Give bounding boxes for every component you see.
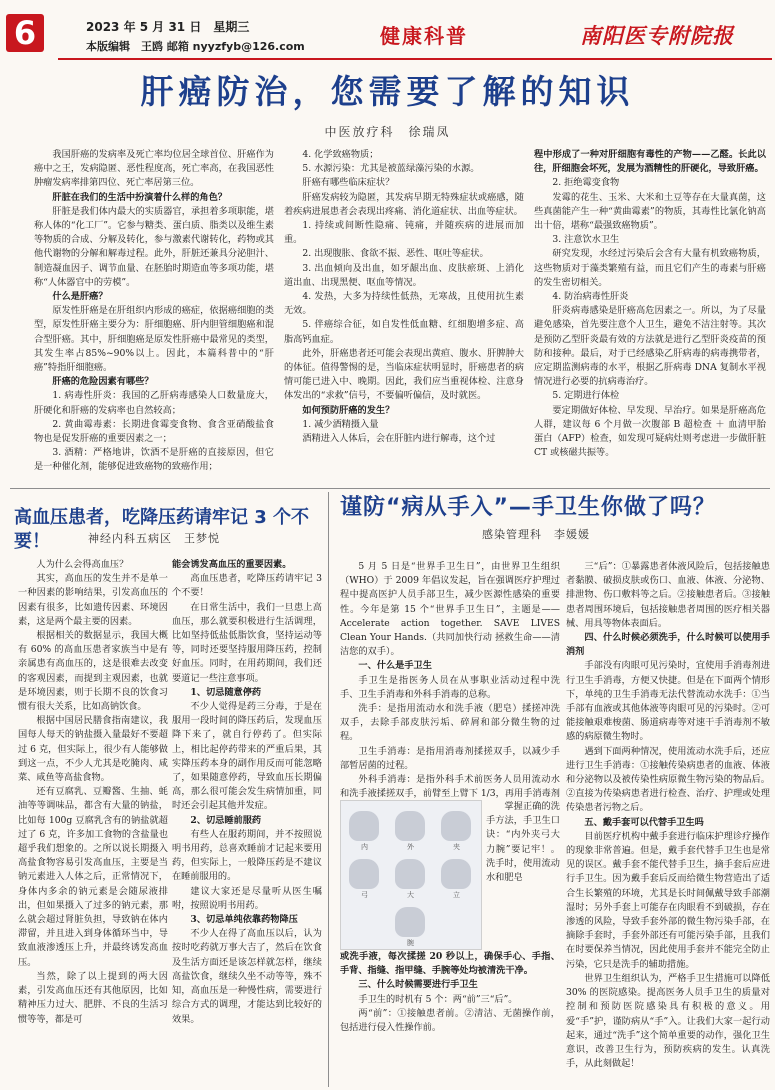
article1-column-1 bbox=[34, 148, 274, 478]
paragraph: 要定期做好体检、早发现、早治疗。如果是肝癌高危人群，建议每 6 个月做一次腹部 B 超检查 ＋ 血清甲胎蛋白（AFP）检查，如发现可疑病灶则考虑进一步做肝脏 CT 或核磁共振等。 bbox=[534, 404, 766, 459]
article2-title: 高血压患者，吃降压药请牢记 3 个不要！ bbox=[14, 507, 310, 552]
paragraph: 如何预防肝癌的发生？ bbox=[302, 404, 395, 416]
article1-byline: 中医放疗科 徐瑞凤 bbox=[324, 125, 451, 139]
paragraph: 此外，肝癌患者还可能会表现出黄疸、腹水、肝脾肿大的体征。值得警惕的是，当临床症状明显时，肝癌患者的病情可能已进入中、晚期。因此，我们应当重视体检、注意身体发出的“求救”信号，不要偏听偏信，及时就医。 bbox=[284, 347, 524, 402]
paragraph: 4. 化学致癌物质； bbox=[302, 149, 379, 160]
paragraph: 肝炎病毒感染是肝癌高危因素之一。所以，为了尽量避免感染，首先要注意个人卫生，避免不洁注射等。其次是预防乙型肝炎最有效的方法就是进行乙型肝炎疫苗的预防和接种。最后，对于已经感染乙肝病毒的病毒携带者，应定期监测病毒的水平，根据乙肝病毒 DNA 复制水平视情况进行必要的抗病毒治疗。 bbox=[534, 305, 766, 388]
paragraph: 外科手消毒：是指外科手术前医务人员用流动水和洗手液揉搓双手，前臂至上臂下 1/3，再用手消毒剂 bbox=[340, 774, 560, 800]
column-divider bbox=[328, 492, 329, 1087]
hand-step-label: 内 bbox=[361, 843, 368, 851]
issue-date: 2023 年 5 月 31 日 星期三 bbox=[86, 20, 250, 34]
paragraph: 世界卫生组织认为，严格手卫生措施可以降低 30% 的医院感染。提高医务人员手卫生的质量对控制和预防医院感染具有积极的意义。用爱“手”护，谨防病从“手”入。让我们大家一起行动起来，通过“洗手”这个简单重要的动作，强化卫生意识，改善卫生行为，预防疾病的发生。认真洗手，从此刻做起！ bbox=[566, 972, 770, 1070]
hand-icon bbox=[395, 859, 425, 889]
hand-icon bbox=[395, 811, 425, 841]
paragraph: 程中形成了一种对肝细胞有毒性的产物——乙醛。长此以往，肝细胞会坏死，发展为酒精性的肝硬化，导致肝癌。 bbox=[534, 149, 766, 175]
paragraph: 根据相关的数据显示，我国大概有 60% 的高血压患者家族当中是有亲属患有高血压的，这是很难去改变的客观因素，而提到主观因素，也就是环境因素，则于长期不良的饮食习惯有很大关系，比如高钠饮食。 bbox=[18, 630, 168, 713]
paragraph: 能会诱发高血压的重要因素。 bbox=[172, 559, 292, 570]
paragraph: 2、切忌睡前服药 bbox=[190, 814, 262, 826]
paragraph: 3. 酒精：严格地讲，饮酒不是肝癌的直接原因，但它是一种催化剂，能够促进致癌物的致癌作用； bbox=[34, 447, 274, 473]
paragraph: 肝癌的危险因素有哪些？ bbox=[52, 376, 154, 388]
paragraph: 根据中国居民膳食指南建议，我国每人每天的钠盐摄入量最好不要超过 6 克，但实际上，很少有人能够做到这一点，不少人尤其是吃腌肉、咸菜、咸鱼等高盐食物。 bbox=[18, 715, 168, 784]
paragraph: 研究发现，水经过污染后会含有大量有机致癌物质，这些物质对于藻类繁殖有益，而且它们产生的毒素与肝癌的发生密切相关。 bbox=[534, 248, 766, 288]
hand-icon bbox=[441, 859, 471, 889]
paragraph: 2. 黄曲霉毒素：长期进食霉变食物、食含亚硝酸盐食物也是促发肝癌的重要因素之一； bbox=[34, 418, 274, 445]
article3-column-1 bbox=[340, 560, 560, 800]
paragraph: 1. 病毒性肝炎：我国的乙肝病毒感染人口数量庞大，肝硬化和肝癌的发病率也自然较高； bbox=[34, 390, 274, 416]
hand-step-label: 腕 bbox=[407, 939, 414, 947]
article1-title: 肝癌防治，您需要了解的知识 bbox=[140, 72, 635, 111]
paragraph: 三“后”：①暴露患者体液风险后，包括接触患者黏膜、破损皮肤或伤口、血液、体液、分泌物、排泄物、伤口敷料等之后。②接触患者后。③接触患者周围环境后，包括接触患者周围的医疗相关器械、用具等物体表面后。 bbox=[566, 561, 770, 629]
paragraph: 原发性肝癌是在肝组织内形成的癌症，依据癌细胞的类型，原发性肝癌主要分为：肝细胞癌、肝内胆管细胞癌和混合型肝癌。其中，肝细胞癌是原发性肝癌中最常见的类型，其发生率占85%~90%以上。因此，本篇科普中的“肝癌”特指肝细胞癌。 bbox=[34, 305, 274, 374]
article1-column-3 bbox=[534, 148, 766, 478]
paragraph: 四、什么时候必须洗手，什么时候可以使用手消剂 bbox=[566, 632, 770, 658]
paragraph: 3. 出血倾向及出血，如牙龈出血、皮肤瘀斑、上消化道出血、出现黑便、呕血等情况。 bbox=[284, 262, 524, 288]
hand-step-label: 立 bbox=[453, 891, 460, 899]
masthead bbox=[0, 0, 775, 62]
paragraph: 发霉的花生、玉米、大米和土豆等存在大量真菌，这些真菌能产生一种“黄曲霉素”的物质，其毒性比氯化钠高出十倍，堪称“最强致癌物质”。 bbox=[534, 191, 766, 232]
handwashing-illustration bbox=[340, 800, 482, 950]
paragraph: 2. 拒绝霉变食物 bbox=[552, 177, 620, 189]
hand-icon bbox=[349, 811, 379, 841]
paragraph: 一、什么是手卫生 bbox=[358, 660, 432, 672]
paragraph: 手卫生的时机有 5 个：两“前”三“后”。 bbox=[358, 993, 518, 1005]
paragraph: 手部没有肉眼可见污染时，宜使用手消毒剂进行卫生手消毒，方便又快捷。但是在下面两个情形下，单纯的卫生手消毒无法代替流动水洗手：①当手部有血液或其他体液等肉眼可见的污染时。②可能接触艰难梭菌、肠道病毒等对速干手消毒剂不敏感的病原微生物时。 bbox=[566, 660, 770, 743]
article3-side-paragraph: 掌握正确的洗手方法，手卫生口诀：“内外夹弓大力腕”要记牢！。洗手时，使用流动水和肥皂 bbox=[486, 801, 560, 884]
paragraph: 1、切忌随意停药 bbox=[190, 686, 262, 698]
hand-icon bbox=[441, 811, 471, 841]
brand-logo: 南阳医专附院报 bbox=[580, 23, 734, 48]
paragraph: 高血压患者，吃降压药请牢记 3 个不要！ bbox=[172, 573, 322, 599]
article3-title: 谨防“病从手入”—手卫生你做了吗？ bbox=[340, 495, 716, 520]
paragraph: 肝癌发病较为隐匿，其发病早期无特殊症状或癌感，随着疾病进展患者会表现出疼痛、消化道症状、出血等症状。 bbox=[284, 191, 524, 217]
paragraph: 3、切忌单纯依靠药物降压 bbox=[190, 914, 298, 926]
hand-step-label: 大 bbox=[407, 891, 414, 899]
paragraph: 酒精进入人体后，会在肝脏内进行解毒，这个过 bbox=[302, 433, 496, 445]
paragraph: 4. 防治病毒性肝炎 bbox=[552, 291, 629, 303]
paragraph: 在日常生活中，我们一旦患上高血压，那么就要积极进行生活调理，比如坚持低盐低脂饮食，坚持运动等等，同时还要坚持服用降压药，控制好血压。同时，在用药期间，我们还要道记一些注意事项。 bbox=[172, 601, 322, 684]
paragraph: 或洗手液，每次揉搓 20 秒以上，确保手心、手指、手背、指缝、指甲缝、手腕等处均被清洗干净。 bbox=[340, 951, 560, 977]
article3-byline: 感染管理科 李媛媛 bbox=[482, 528, 590, 541]
section-name: 健康科普 bbox=[380, 24, 468, 48]
article3-column-1-tail bbox=[340, 950, 560, 1088]
hand-step-label: 弓 bbox=[361, 891, 368, 899]
paragraph: 我国肝癌的发病率及死亡率均位居全球首位、肝癌作为癌中之王，发病隐匿、恶性程度高，死亡率高，在我国恶性肿瘤发病率排第四位、死亡率居第三位。 bbox=[34, 149, 274, 189]
paragraph: 肝脏在我们的生活中扮演着什么样的角色？ bbox=[52, 191, 227, 203]
paragraph: 5 月 5 日是“世界手卫生日”，由世界卫生组织（WHO）于 2009 年倡议发起，旨在强调医疗护理过程中提高医护人员手部卫生，减少医源性感染的重要性。今年是第 15 个“世界手卫生日”，主题是——Accelerate action together. SAVE LIVES Clean Your Hands.（共同加快行动 拯救生命——清洁您的双手）。 bbox=[340, 561, 560, 658]
paragraph: 2. 出现腹胀、食欲不振、恶性、呕吐等症状。 bbox=[302, 248, 489, 260]
paragraph: 不少人觉得是药三分毒，于是在服用一段时间的降压药后，发现血压降下来了，就自行停药了。但实际上，相比起停药带来的严重后果，其实降压药本身的副作用反而可能忽略了，如果随意停药，导致血压长期偏高，那么很可能会发生病情加重，同时还会引起其他并发症。 bbox=[172, 701, 322, 812]
paragraph: 手卫生是指医务人员在从事职业活动过程中洗手、卫生手消毒和外科手消毒的总称。 bbox=[340, 674, 560, 700]
article3-column-2 bbox=[566, 560, 770, 1088]
paragraph: 当然，除了以上提到的两大因素，引发高血压还有其他原因，比如精神压力过大、肥胖、不良的生活习惯等等，都是可 bbox=[18, 970, 168, 1025]
paragraph: 其实，高血压的发生并不是单一一种因素的影响结果，引发高血压的因素有很多，比如遗传因素、环境因素，这是两个最主要的因素。 bbox=[18, 573, 168, 627]
hand-icon bbox=[349, 859, 379, 889]
paragraph: 遇到下面两种情况，使用流动水洗手后，还应进行卫生手消毒：①接触传染病患者的血液、体液和分泌物以及被传染性病原微生物污染的物品后。②直接为传染病患者进行检查、治疗、护理或处理传染患者污物之后。 bbox=[566, 745, 770, 814]
paragraph: 肝癌有哪些临床症状？ bbox=[302, 177, 395, 189]
editor-info: 本版编辑 王鸥 邮箱 nyyzfyb@126.com bbox=[86, 40, 305, 53]
paragraph: 5. 伴癌综合征，如自发性低血糖、红细胞增多症、高脂高钙血症。 bbox=[284, 319, 524, 345]
paragraph: 人为什么会得高血压？ bbox=[36, 559, 129, 570]
hand-icon bbox=[395, 907, 425, 937]
paragraph: 什么是肝癌？ bbox=[52, 291, 108, 303]
hand-step-label: 外 bbox=[407, 843, 414, 851]
hand-step-label: 夹 bbox=[453, 843, 460, 851]
page-number: 6 bbox=[6, 14, 44, 52]
paragraph: 不少人在得了高血压以后，认为按时吃药就万事大吉了，然后在饮食及生活方面还是该怎样就怎样，继续高盐饮食，继续久坐不动等等，殊不知，高血压是一种慢性病，需要进行综合方式的调理，才能达到比较好的效果。 bbox=[172, 928, 322, 1025]
paragraph: 1. 持续或间断性隐痛、钝痛，并随疾病的进展而加重。 bbox=[284, 220, 524, 246]
paragraph: 3. 注意饮水卫生 bbox=[552, 234, 620, 246]
article1-column-2 bbox=[284, 148, 524, 478]
paragraph: 5. 定期进行体检 bbox=[552, 390, 620, 402]
paragraph: 洗手：是指用流动水和洗手液（肥皂）揉搓冲洗双手，去除手部皮肤污垢、碎屑和部分微生物的过程。 bbox=[340, 703, 560, 743]
paragraph: 有些人在服药期间，并不按照说明书用药，总喜欢睡前才记起来要用药，但实际上，一般降压药是不建议在睡前服用的。 bbox=[172, 828, 322, 883]
paragraph: 4. 发热，大多为持续性低热，无寒战，且使用抗生素无效。 bbox=[284, 291, 524, 317]
article2-byline: 神经内科五病区 王梦悦 bbox=[88, 532, 220, 545]
article2-column-1 bbox=[18, 558, 168, 1088]
paragraph: 1. 减少酒精摄入量 bbox=[302, 418, 379, 430]
masthead-rule bbox=[58, 58, 772, 60]
paragraph: 卫生手消毒：是指用消毒剂揉搓双手，以减少手部暂居菌的过程。 bbox=[340, 745, 560, 771]
section-divider bbox=[10, 488, 770, 489]
paragraph: 5. 水源污染：尤其是被蓝绿藻污染的水源。 bbox=[302, 163, 480, 175]
paragraph: 五、戴手套可以代替手卫生吗 bbox=[584, 816, 704, 828]
paragraph: 还有豆腐乳、豆瓣酱、生抽、蚝油等等调味品，都含有大量的钠盐，比如每 100g 豆腐乳含有的钠盐就超过了 6 克，许多加工食物的含盐量也超乎我们想象的。之所以说长期摄入高盐食物容易引发高血压，主要是当钠元素进入人体之后，正常情况下，身体内多余的钠元素是会随尿液排出，但如果摄入了过多的钠元素，那么就会超过肾脏负担，导致钠在体内滞留，并且进入到身体循环当中，导致血液渗透压上升，并最终诱发高血压。 bbox=[18, 786, 168, 968]
paragraph: 肝脏是我们体内最大的实质器官，承担着多项职能，堪称人体的“化工厂”。它参与糖类、蛋白质、脂类以及维生素等物质的合成、分解及转化，参与激素代谢转化，药物或其他代谢物的分解和解毒过程。此外，肝脏还兼具分泌胆汁、制造凝血因子、调节血量、在胚胎时期造血等多项功能，堪称“人体器官中的劳模”。 bbox=[34, 205, 274, 288]
paragraph: 三、什么时候需要进行手卫生 bbox=[358, 979, 478, 991]
paragraph: 建议大家还是尽量听从医生嘱咐，按照说明书用药。 bbox=[172, 885, 322, 911]
paragraph: 两“前”：①接触患者前。②清洁、无菌操作前，包括进行侵入性操作前。 bbox=[340, 1007, 560, 1034]
article2-column-2 bbox=[172, 558, 322, 1088]
paragraph: 目前医疗机构中戴手套进行临床护理诊疗操作的现象非常普遍。但是，戴手套代替手卫生也是常见的误区。戴手套不能代替手卫生，摘手套后应进行手卫生。因为戴手套后反而给微生物营造出了适合生长繁殖的环境，尤其是长时间佩戴导致手部潮湿时；另外手套上可能存在肉眼看不到破损，存在渗透的风险，导致手套外部的微生物污染手部，在摘除手套时，手套外部还有可能污染手部，且我们在时要保养当情况，因此使用手套并不能完全防止污染，它只是洗手的辅助措施。 bbox=[566, 830, 770, 970]
article3-side-text bbox=[486, 800, 560, 950]
